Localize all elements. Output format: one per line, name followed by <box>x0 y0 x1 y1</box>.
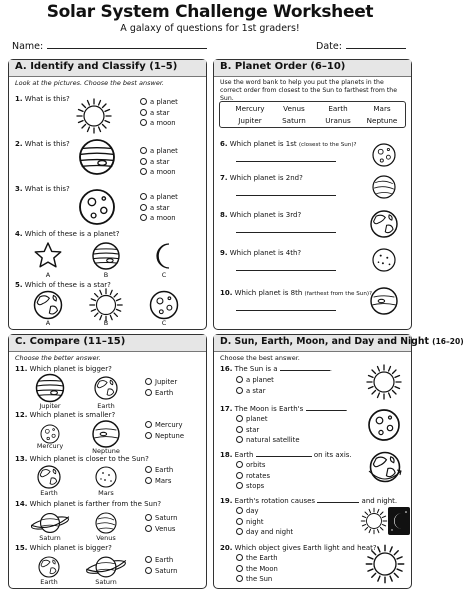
section-d-instructions: Choose the best answer. <box>220 354 300 362</box>
option-moon: a moon <box>140 213 178 224</box>
question-10: 10. Which planet is 8th (farthest from the Sun)? <box>220 289 373 297</box>
choice-label-a: A <box>45 319 51 327</box>
neptune-icon <box>91 419 121 449</box>
option-moon: a moon <box>140 167 178 178</box>
mercury-icon <box>371 142 397 168</box>
question-20-options[interactable]: the Earth the Moon the Sun <box>236 553 278 585</box>
saturn-icon <box>85 553 127 581</box>
picture-label: Venus <box>96 534 116 542</box>
jupiter-icon <box>77 137 117 177</box>
picture-label: Mercury <box>36 442 64 450</box>
section-d-title: D. Sun, Earth, Moon, and Day and Night (16–20) <box>214 335 411 352</box>
option-moon: a moon <box>140 118 178 129</box>
jupiter-icon[interactable] <box>91 241 121 271</box>
picture-label: Jupiter <box>39 402 61 410</box>
question-15: 15. Which planet is bigger? <box>15 544 112 552</box>
earth-icon <box>93 375 119 401</box>
question-15-options[interactable]: Earth Saturn <box>145 555 177 576</box>
question-14: 14. Which planet is farther from the Sun? <box>15 500 162 508</box>
question-3: 3. What is this? <box>15 185 70 193</box>
answer-line-6[interactable] <box>236 161 336 162</box>
name-field[interactable] <box>12 40 207 52</box>
choice-label-b: B <box>103 319 109 327</box>
worksheet-subtitle: A galaxy of questions for 1st graders! <box>120 23 300 34</box>
answer-line-10[interactable] <box>236 310 336 311</box>
venus-icon <box>94 511 118 535</box>
question-3-options[interactable] <box>140 192 178 224</box>
section-a-instructions: Look at the pictures. Choose the best answer. <box>15 79 164 87</box>
picture-label: Mars <box>98 489 114 497</box>
moon-icon[interactable] <box>149 290 179 320</box>
answer-line-9[interactable] <box>236 270 336 271</box>
picture-label: Neptune <box>92 447 120 455</box>
star-icon[interactable] <box>33 241 63 271</box>
section-b <box>213 59 412 330</box>
earth-icon <box>37 555 61 579</box>
name-line[interactable] <box>47 40 207 49</box>
question-17: 17. The Moon is Earth's . <box>220 405 348 413</box>
question-5: 5. Which of these is a star? <box>15 281 111 289</box>
word-uranus: Uranus <box>325 116 351 125</box>
answer-line-8[interactable] <box>236 232 336 233</box>
crescent-moon-icon[interactable] <box>149 241 179 271</box>
word-venus: Venus <box>283 104 305 113</box>
name-label: Name: <box>12 41 44 52</box>
question-11-options[interactable]: Jupiter Earth <box>145 377 177 398</box>
option-star: a star <box>140 203 178 214</box>
jupiter-icon <box>33 373 67 403</box>
question-19-options[interactable]: day night day and night <box>236 506 293 538</box>
question-2-options[interactable] <box>140 146 178 178</box>
sun-icon <box>71 93 117 139</box>
question-9: 9. Which planet is 4th? <box>220 249 302 257</box>
choice-label-c: C <box>161 271 167 279</box>
picture-label: Saturn <box>95 578 117 586</box>
question-4: 4. Which of these is a planet? <box>15 230 120 238</box>
earth-icon[interactable] <box>33 290 63 320</box>
picture-label: Earth <box>40 578 58 586</box>
word-neptune: Neptune <box>366 116 398 125</box>
word-saturn: Saturn <box>282 116 306 125</box>
picture-label: Earth <box>97 402 115 410</box>
question-16: 16. The Sun is a . <box>220 365 333 373</box>
section-c <box>8 334 207 589</box>
word-mars: Mars <box>373 104 391 113</box>
question-1-options[interactable] <box>140 97 178 129</box>
section-b-instructions: Use the word bank to help you put the planets in the correct order from closest to the Sun to farthest from the Sun. <box>220 79 398 103</box>
word-mercury: Mercury <box>235 104 265 113</box>
option-planet: a planet <box>140 97 178 108</box>
answer-line-7[interactable] <box>236 195 336 196</box>
question-18: 18. Earth on its axis. <box>220 451 352 459</box>
section-b-title: B. Planet Order (6–10) <box>214 60 411 77</box>
question-16-options[interactable]: a planet a star <box>236 375 274 396</box>
question-11: 11. Which planet is bigger? <box>15 365 112 373</box>
day-night-icon <box>360 503 410 539</box>
question-19: 19. Earth's rotation causes and night. <box>220 497 398 505</box>
option-star: a star <box>140 157 178 168</box>
option-star: a star <box>140 108 178 119</box>
mars-icon <box>371 247 397 273</box>
picture-label: Earth <box>40 489 58 497</box>
venus-icon <box>371 174 397 200</box>
question-7: 7. Which planet is 2nd? <box>220 174 303 182</box>
mars-icon <box>94 465 118 489</box>
word-jupiter: Jupiter <box>238 116 262 125</box>
sun-icon[interactable] <box>88 287 124 323</box>
sun-icon <box>361 359 407 405</box>
section-a-title: A. Identify and Classify (1–5) <box>9 60 206 77</box>
saturn-icon <box>29 510 71 536</box>
picture-label: Saturn <box>39 534 61 542</box>
option-planet: a planet <box>140 192 178 203</box>
section-a <box>8 59 207 330</box>
section-c-instructions: Choose the better answer. <box>15 354 101 362</box>
word-earth: Earth <box>328 104 348 113</box>
choice-label-a: A <box>45 271 51 279</box>
question-8: 8. Which planet is 3rd? <box>220 211 302 219</box>
earth-icon <box>369 209 399 239</box>
moon-icon <box>77 187 117 227</box>
worksheet-title: Solar System Challenge Worksheet <box>46 2 374 22</box>
date-label: Date: <box>316 41 342 52</box>
option-planet: a planet <box>140 146 178 157</box>
question-14-options[interactable]: Saturn Venus <box>145 513 177 534</box>
choice-label-b: B <box>103 271 109 279</box>
rotating-earth-icon <box>365 447 405 487</box>
date-line[interactable] <box>346 40 406 49</box>
question-13: 13. Which planet is closer to the Sun? <box>15 455 149 463</box>
choice-label-c: C <box>161 319 167 327</box>
question-2: 2. What is this? <box>15 140 70 148</box>
date-field[interactable] <box>316 40 406 52</box>
question-13-options[interactable]: Earth Mars <box>145 465 173 486</box>
sun-icon <box>364 543 406 585</box>
earth-icon <box>36 464 62 490</box>
question-12-options[interactable]: Mercury Neptune <box>145 420 184 441</box>
question-6: 6. Which planet is 1st (closest to the Sun)? <box>220 140 357 148</box>
question-17-options[interactable]: planet star natural satellite <box>236 414 300 446</box>
section-c-title: C. Compare (11–15) <box>9 335 206 352</box>
neptune-icon <box>369 286 399 316</box>
moon-icon <box>367 408 401 442</box>
question-20: 20. Which object gives Earth light and heat? <box>220 544 377 552</box>
section-d <box>213 334 464 589</box>
question-1: 1. What is this? <box>15 95 70 103</box>
question-18-options[interactable]: orbits rotates stops <box>236 460 270 492</box>
question-12: 12. Which planet is smaller? <box>15 411 116 419</box>
